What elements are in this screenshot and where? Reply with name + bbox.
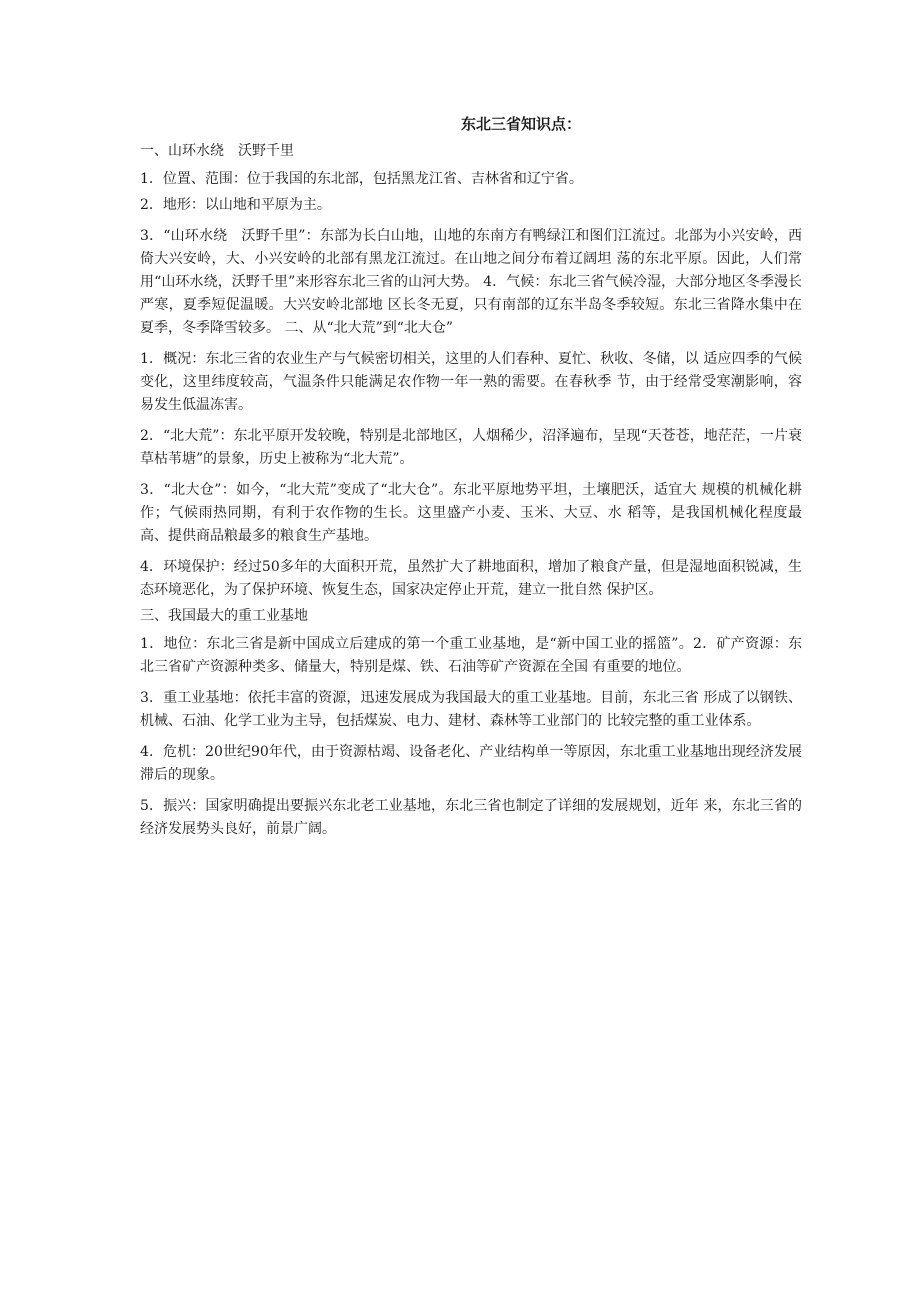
paragraph-beidacang: 3．“北大仓”：如今，“北大荒”变成了“北大仓”。东北平原地势平坦，土壤肥沃，适宜大 规模的机械化耕作；气候雨热同期，有利于农作物的生长。这里盛产小麦、玉米、大豆、水 稻等，是我国机械化程度最高、提供商品粮最多的粮食生产基地。 (140, 482, 802, 544)
paragraph-agriculture-overview: 1．概况：东北三省的农业生产与气候密切相关，这里的人们春种、夏忙、秋收、冬储，以 适应四季的气候变化，这里纬度较高，气温条件只能满足农作物一年一熟的需要。在春秋季 节，由于经常受寒潮影响，容易发生低温冻害。 (140, 351, 802, 413)
paragraph-location: 1．位置、范围：位于我国的东北部，包括黑龙江省、吉林省和辽宁省。 (140, 171, 583, 187)
paragraph-terrain: 2．地形：以山地和平原为主。 (140, 197, 331, 213)
paragraph-environment: 4．环境保护：经过50多年的大面积开荒，虽然扩大了耕地面积，增加了粮食产量，但是湿地面积锐减，生态环境恶化，为了保护环境、恢复生态，国家决定停止开荒，建立一批自然 保护区。 (140, 559, 802, 598)
paragraph-status-resources: 1．地位：东北三省是新中国成立后建成的第一个重工业基地，是“新中国工业的摇篮”。2．矿产资源：东北三省矿产资源种类多、储量大，特别是煤、铁、石油等矿产资源在全国 有重要的地位。 (140, 636, 802, 675)
section-heading-1: 一、山环水绕 沃野千里 (140, 143, 294, 159)
paragraph-crisis: 4．危机：20世纪90年代，由于资源枯竭、设备老化、产业结构单一等原因，东北重工业基地出现经济发展滞后的现象。 (140, 744, 802, 783)
paragraph-heavy-industry: 3．重工业基地：依托丰富的资源，迅速发展成为我国最大的重工业基地。目前，东北三省 形成了以钢铁、机械、石油、化学工业为主导，包括煤炭、电力、建材、森林等工业部门的 比较完整的重工业体系。 (140, 690, 802, 729)
paragraph-revitalization: 5．振兴：国家明确提出要振兴东北老工业基地，东北三省也制定了详细的发展规划，近年 来，东北三省的经济发展势头良好，前景广阔。 (140, 798, 802, 837)
paragraph-beidahuang: 2．“北大荒”：东北平原开发较晚，特别是北部地区，人烟稀少，沼泽遍布，呈现“天苍苍，地茫茫，一片衰草枯苇塘”的景象，历史上被称为“北大荒”。 (140, 428, 802, 467)
paragraph-landscape-climate: 3．“山环水绕 沃野千里”：东部为长白山地，山地的东南方有鸭绿江和图们江流过。北部为小兴安岭，西倚大兴安岭，大、小兴安岭的北部有黑龙江流过。在山地之间分布着辽阔坦 荡的东北平原。因此，人们常用“山环水绕，沃野千里”来形容东北三省的山河大势。 4．气候：东北三省气候冷湿，大部分地区冬季漫长严寒，夏季短促温暖。大兴安岭北部地 区长冬无夏，只有南部的辽东半岛冬季较短。东北三省降水集中在夏季，冬季降雪较多。 二、从“北大荒”到“北大仓” (140, 228, 802, 336)
document-title: 东北三省知识点： (460, 115, 581, 133)
section-heading-3: 三、我国最大的重工业基地 (140, 608, 308, 624)
document-page (140, 112, 802, 849)
